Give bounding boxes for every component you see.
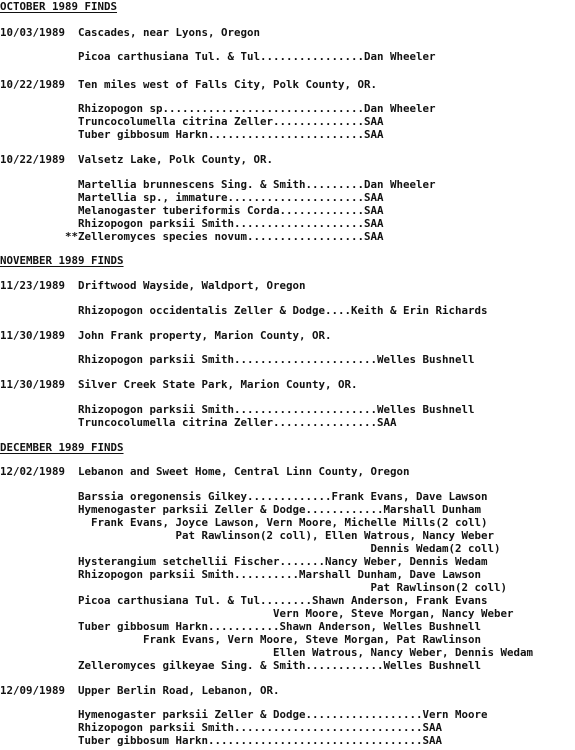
- document-line: **Zelleromyces species novum..................SAA: [0, 230, 384, 243]
- document-line: 11/23/1989 Driftwood Wayside, Waldport, Oregon: [0, 279, 306, 292]
- document-line: Hymenogaster parksii Zeller & Dodge............Marshall Dunham: [0, 503, 482, 516]
- document-line: Dennis Wedam(2 coll): [0, 542, 501, 555]
- document-line: Tuber gibbosum Harkn.................................SAA: [0, 734, 443, 747]
- document-line: Truncocolumella citrina Zeller..............SAA: [0, 115, 384, 128]
- document-line: Pat Rawlinson(2 coll): [0, 581, 508, 594]
- document-line: Rhizopogon parksii Smith..........Marshall Dunham, Dave Lawson: [0, 568, 482, 581]
- document-line: Martellia brunnescens Sing. & Smith.........Dan Wheeler: [0, 178, 436, 191]
- document-line: Hysterangium setchellii Fischer.......Nancy Weber, Dennis Wedam: [0, 555, 488, 568]
- document-line: Picoa carthusiana Tul. & Tul........Shawn Anderson, Frank Evans: [0, 594, 488, 607]
- document-line: Truncocolumella citrina Zeller................SAA: [0, 416, 397, 429]
- document-line: Rhizopogon parksii Smith.............................SAA: [0, 721, 443, 734]
- section-heading: OCTOBER 1989 FINDS: [0, 0, 118, 13]
- document-line: 11/30/1989 John Frank property, Marion County, OR.: [0, 329, 332, 342]
- document-line: 10/22/1989 Ten miles west of Falls City, Polk County, OR.: [0, 78, 378, 91]
- document-line: Barssia oregonensis Gilkey.............Frank Evans, Dave Lawson: [0, 490, 488, 503]
- document-line: Tuber gibbosum Harkn........................SAA: [0, 128, 384, 141]
- document-line: Melanogaster tuberiformis Corda.............SAA: [0, 204, 384, 217]
- document-line: 11/30/1989 Silver Creek State Park, Marion County, OR.: [0, 378, 358, 391]
- document-line: Hymenogaster parksii Zeller & Dodge..................Vern Moore: [0, 708, 488, 721]
- document-line: Tuber gibbosum Harkn...........Shawn Anderson, Welles Bushnell: [0, 620, 482, 633]
- document-line: Frank Evans, Vern Moore, Steve Morgan, Pat Rawlinson: [0, 633, 482, 646]
- document-line: 10/03/1989 Cascades, near Lyons, Oregon: [0, 26, 261, 39]
- document-line: Martellia sp., immature.....................SAA: [0, 191, 384, 204]
- section-heading: NOVEMBER 1989 FINDS: [0, 254, 124, 267]
- document-line: Rhizopogon parksii Smith....................SAA: [0, 217, 384, 230]
- document-line: Ellen Watrous, Nancy Weber, Dennis Wedam: [0, 646, 534, 659]
- document-line: Frank Evans, Joyce Lawson, Vern Moore, Michelle Mills(2 coll): [0, 516, 488, 529]
- document-line: 12/09/1989 Upper Berlin Road, Lebanon, OR.: [0, 684, 280, 697]
- document-line: Picoa carthusiana Tul. & Tul................Dan Wheeler: [0, 50, 436, 63]
- document-line: Zelleromyces gilkeyae Sing. & Smith............Welles Bushnell: [0, 659, 482, 672]
- section-heading: DECEMBER 1989 FINDS: [0, 441, 124, 454]
- document-line: Rhizopogon parksii Smith......................Welles Bushnell: [0, 403, 475, 416]
- document-line: Rhizopogon occidentalis Zeller & Dodge....Keith & Erin Richards: [0, 304, 488, 317]
- document-line: 10/22/1989 Valsetz Lake, Polk County, OR.: [0, 153, 274, 166]
- document-line: Pat Rawlinson(2 coll), Ellen Watrous, Nancy Weber: [0, 529, 495, 542]
- document-line: Vern Moore, Steve Morgan, Nancy Weber: [0, 607, 514, 620]
- document-line: Rhizopogon sp...............................Dan Wheeler: [0, 102, 436, 115]
- document-line: 12/02/1989 Lebanon and Sweet Home, Central Linn County, Oregon: [0, 465, 410, 478]
- document-line: Rhizopogon parksii Smith......................Welles Bushnell: [0, 353, 475, 366]
